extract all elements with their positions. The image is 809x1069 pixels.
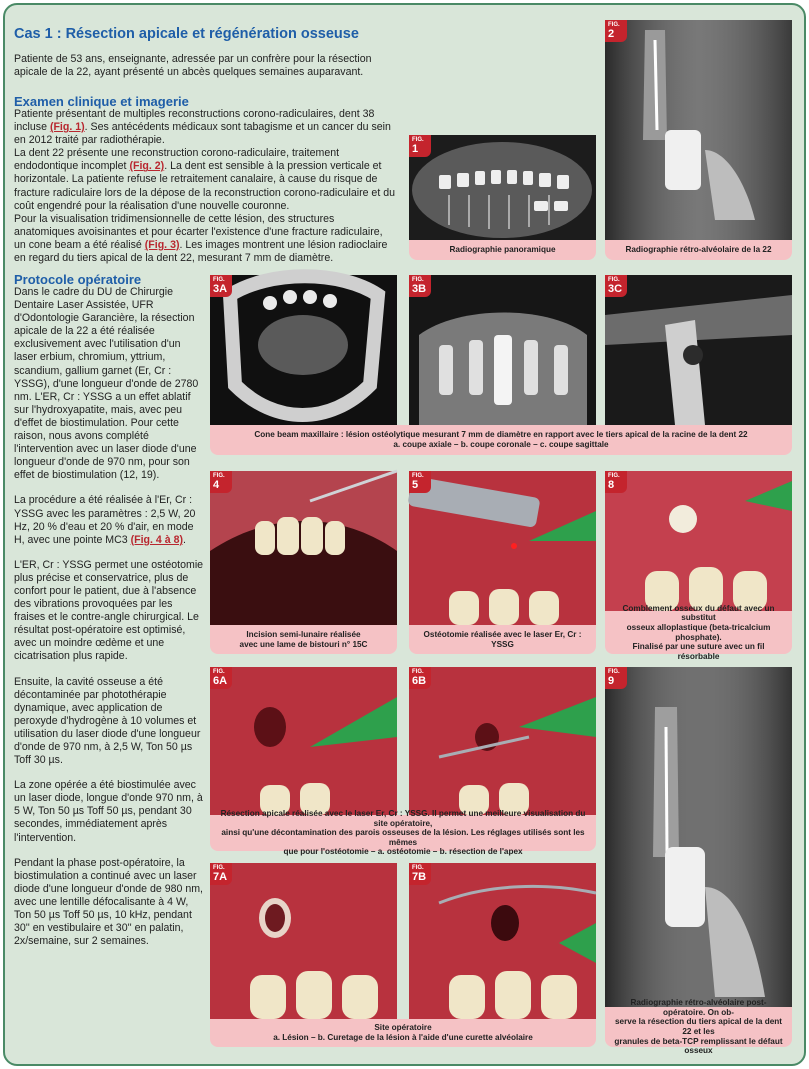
- fig-3a-number: 3A: [213, 283, 228, 295]
- fig-9-number: 9: [608, 675, 615, 687]
- fig-3b-label: FIG.: [412, 277, 424, 283]
- fig-2-label: FIG.: [608, 22, 620, 28]
- page-title: Cas 1 : Résection apicale et régénération osseuse: [14, 26, 359, 42]
- fig-7a-number: 7A: [213, 871, 228, 883]
- sagittal-slice-graphic: [605, 275, 792, 425]
- fig-1-badge: [409, 135, 431, 157]
- lesion-graphic: [210, 863, 397, 1019]
- bone-graft-graphic: [605, 471, 792, 611]
- intro-paragraph: Patiente de 53 ans, enseignante, adressée par un confrère pour la résection apicale de la 22, ayant présenté un abcès quelques semaines auparavant.: [14, 53, 372, 79]
- fig-4-badge: [210, 471, 232, 493]
- section2-p2-text-end: .: [183, 533, 186, 546]
- fig-2-caption: Radiographie rétro-alvéolaire de la 22: [625, 245, 772, 255]
- fig-3c-number: 3C: [608, 283, 623, 295]
- section1-p3-text-end: . Les images montrent une lésion radioclaire en regard du tiers apical de la dent 22, mesurant 7 mm de diamètre.: [14, 238, 388, 265]
- section2-paragraph-1: Dans le cadre du DU de Chirurgie Dentaire Laser Assistée, UFR d'Odontologie Garancière, la résection apicale de la 22 a été réalisée exclusivement avec l'utilisation d'un laser erbium, chromium, yttrium, scandium, gallium garnet (Er, Cr : YSSG), d'une longueur d'onde de 2780 nm. L'ER, Cr : YSSG a un effet ablatif sur l'hydroxyapatite, mais, avec peu d'effet de biostimulation. Pour cette raison, nous avons complété l'intervention avec un laser diode d'une longueur d'onde de 970 nm, pour son effet de biostimulation (12, 19).: [14, 286, 199, 482]
- fig-7-caption: [210, 1019, 596, 1047]
- fig-2-number: 2: [608, 28, 615, 40]
- section1-paragraph-2: [14, 147, 396, 212]
- fig-5-number: 5: [412, 479, 419, 491]
- section2-paragraph-4: Ensuite, la cavité osseuse a été décontaminée par photothérapie dynamique, avec application de peroxyde d'hydrogène à 10 volumes et utilisation du laser diode d'une longueur d'onde de 970 nm, à 2,5 W, Ton 50 µs Toff 30 µs.: [14, 675, 201, 767]
- fig-7b-label: FIG.: [412, 865, 424, 871]
- cbct-axial-image: [210, 275, 397, 425]
- fig-7b-number: 7B: [412, 871, 427, 883]
- fig-3c-label: FIG.: [608, 277, 620, 283]
- section1-p2-text-end: . La dent est sensible à la pression verticale et horizontale. La patiente refuse le retraitement canalaire, à cause du risque de fracture radiculaire lors de la dépose de la reconstruction corono-radiculaire et du coût engendré pour la réalisation d'une nouvelle couronne.: [14, 160, 395, 212]
- figure-7a-card: [210, 863, 397, 1019]
- fig-6-caption-line1: Résection apicale réalisée avec le laser Er, Cr : YSSG. Il permet une meilleure visualisation du site opératoire,: [220, 809, 586, 828]
- intro-text: [14, 53, 396, 79]
- bone-graft-photo: [605, 471, 792, 611]
- fig3-reference[interactable]: (Fig. 3): [144, 238, 180, 251]
- fig-3-caption: [210, 425, 792, 455]
- postop-radiograph-image: [605, 667, 792, 1007]
- figure-6b-card: [409, 667, 596, 815]
- fig-3-caption-line1: Cone beam maxillaire : lésion ostéolytique mesurant 7 mm de diamètre en rapport avec le tiers apical de la racine de la dent 22: [254, 430, 748, 440]
- section1-p1-text: Patiente présentant de multiples reconstructions corono-radiculaires, dent 38 incluse: [14, 108, 375, 134]
- fig-4-caption: [210, 625, 397, 654]
- fig-8-caption-line1: Comblement osseux du défaut avec un substitut: [622, 603, 775, 623]
- figure-9-card: [605, 667, 792, 1056]
- fig-2-badge: [605, 20, 627, 42]
- figure-3c-card: [605, 275, 792, 425]
- section1-paragraph-1: [14, 108, 396, 147]
- fig-8-caption: [605, 603, 792, 661]
- fig-8-number: 8: [608, 479, 615, 491]
- fig-9-caption: [605, 998, 792, 1056]
- fig-6a-number: 6A: [213, 675, 228, 687]
- fig-1-label: FIG.: [412, 137, 424, 143]
- fig-9-caption-line2: serve la résection du tiers apical de la dent 22 et les: [614, 1017, 782, 1036]
- fig-3a-badge: [210, 275, 232, 297]
- fig-9-caption-line1: Radiographie rétro-alvéolaire post-opératoire. On ob-: [630, 998, 767, 1017]
- fig-5-label: FIG.: [412, 473, 424, 479]
- panoramic-radiograph-image: [409, 135, 596, 240]
- figure-2-card: [605, 20, 792, 260]
- fig-6-caption: [210, 809, 596, 857]
- figure-6a-card: [210, 667, 397, 815]
- fig-8-badge: [605, 471, 627, 493]
- figure-8-card: [605, 471, 792, 661]
- fig-9-badge: [605, 667, 627, 689]
- axial-slice-graphic: [210, 275, 397, 425]
- figure-1-card: [409, 135, 596, 260]
- fig-9-caption-line3: granules de beta-TCP remplissant le défaut osseux: [614, 1036, 783, 1056]
- incision-photo: [210, 471, 397, 625]
- fig-7a-badge: [210, 863, 232, 885]
- figure-5-card: [409, 471, 596, 654]
- curettage-graphic: [409, 863, 596, 1019]
- fig-8-caption-line2: osseux alloplastique (beta-tricalcium phosphate).: [626, 622, 771, 642]
- periapical-radiograph-image: [605, 20, 792, 240]
- lesion-photo: [210, 863, 397, 1019]
- section1-heading: Examen clinique et imagerie: [14, 94, 189, 109]
- section1-paragraph-3: [14, 213, 396, 265]
- fig-6-caption-line2: ainsi qu'une décontamination des parois osseuses de la lésion. Les réglages utilisés sont les mêmes: [221, 828, 585, 847]
- section2-heading: Protocole opératoire: [14, 272, 142, 287]
- osteotomy-site-graphic: [210, 667, 397, 815]
- fig-4-caption-line1: Incision semi-lunaire réalisée: [246, 629, 361, 639]
- osteotomy-site-photo: [210, 667, 397, 815]
- fig1-reference[interactable]: (Fig. 1): [49, 121, 85, 134]
- fig-8-label: FIG.: [608, 473, 620, 479]
- figure-3a-card: [210, 275, 397, 425]
- fig-3c-badge: [605, 275, 627, 297]
- section1-text: [14, 108, 396, 265]
- fig-6-caption-line3: que pour l'ostéotomie – a. ostéotomie – b. résection de l'apex: [283, 847, 523, 857]
- section2-paragraph-5: La zone opérée a été biostimulée avec un laser diode, longue d'onde 970 nm, à 5 W, Ton 50 µs Toff 50 µs, pendant 30 secondes, immédiatement après l'intervention.: [14, 779, 203, 844]
- fig-7-caption-line1: Site opératoire: [374, 1023, 432, 1033]
- section2-paragraph-6: Pendant la phase post-opératoire, la biostimulation a continué avec un laser diode d'une longueur d'onde de 980 nm, avec une lentille défocalisante à 4 W, Ton 50 µs Toff 50 µs, 10 kHz, pendant 30'' en vestibulaire et 30'' en palatin, 2x/semaine, sur 2 semaines.: [14, 856, 204, 948]
- figure-3b-card: [409, 275, 596, 425]
- fig-3b-badge: [409, 275, 431, 297]
- fig-4-label: FIG.: [213, 473, 225, 479]
- periapical-tooth-graphic: [605, 20, 792, 240]
- cbct-sagittal-image: [605, 275, 792, 425]
- coronal-slice-graphic: [409, 275, 596, 425]
- postop-tooth-graphic: [605, 667, 792, 1007]
- section1-p3-text: Pour la visualisation tridimensionnelle de cette lésion, des structures anatomiques avoisinantes et pour écarter l'existence d'une fracture radiculaire, un cone beam a été réalisé: [14, 212, 383, 251]
- curettage-photo: [409, 863, 596, 1019]
- fig-1-number: 1: [412, 143, 419, 155]
- fig-6a-label: FIG.: [213, 669, 225, 675]
- fig-3-caption-line2: a. coupe axiale – b. coupe coronale – c. coupe sagittale: [393, 440, 609, 449]
- section2-paragraph-2: [14, 494, 204, 546]
- fig-4-number: 4: [213, 479, 220, 491]
- fig-6b-badge: [409, 667, 431, 689]
- fig-8-caption-line3: Finalisé par une suture avec un fil résorbable: [632, 642, 765, 661]
- fig2-reference[interactable]: (Fig. 2): [129, 160, 165, 173]
- fig-6b-number: 6B: [412, 675, 427, 687]
- apex-resection-graphic: [409, 667, 596, 815]
- section1-p2-text: La dent 22 présente une reconstruction corono-radiculaire, traitement endodontique incomplet: [14, 147, 340, 173]
- section2-p2-text: La procédure a été réalisée à l'Er, Cr : YSSG avec les paramètres : 2,5 W, 20 Hz, 20 % d'eau et 20 % d'air, en mode H, avec une pointe MC3: [14, 494, 196, 546]
- section1-p1-text-end: . Ses antécédents médicaux sont tabagisme et un cancer du sein en 2012 traité par radiothérapie.: [14, 121, 391, 147]
- fig-3b-number: 3B: [412, 283, 427, 295]
- fig-7b-badge: [409, 863, 431, 885]
- fig4-8-reference[interactable]: (Fig. 4 à 8): [130, 533, 183, 546]
- figure-4-card: [210, 471, 397, 654]
- fig-5-caption: Ostéotomie réalisée avec le laser Er, Cr : YSSG: [423, 629, 582, 649]
- osteotomy-graphic: [409, 471, 596, 625]
- fig-5-badge: [409, 471, 431, 493]
- fig-7a-label: FIG.: [213, 865, 225, 871]
- fig-4-caption-line2: avec une lame de bistouri n° 15C: [239, 639, 368, 649]
- fig-9-label: FIG.: [608, 669, 620, 675]
- cbct-coronal-image: [409, 275, 596, 425]
- fig-6a-badge: [210, 667, 232, 689]
- panoramic-teeth-graphic: [409, 135, 596, 240]
- fig-7-caption-line2: a. Lésion – b. Curetage de la lésion à l'aide d'une curette alvéolaire: [273, 1033, 533, 1042]
- osteotomy-photo: [409, 471, 596, 625]
- section2-text: [14, 286, 204, 948]
- figure-7b-card: [409, 863, 596, 1019]
- apex-resection-photo: [409, 667, 596, 815]
- fig-3a-label: FIG.: [213, 277, 225, 283]
- incision-graphic: [210, 471, 397, 625]
- fig-6b-label: FIG.: [412, 669, 424, 675]
- section2-paragraph-3: L'ER, Cr : YSSG permet une ostéotomie plus précise et conservatrice, plus de confort pour le patient, due à l'absence des vibrations provoquées par les fraises et le contre-angle chirurgical. Le résultat post-opératoire est optimisé, avec un moindre œdème et une cicatrisation plus rapide.: [14, 558, 204, 663]
- fig-1-caption: Radiographie panoramique: [449, 245, 556, 255]
